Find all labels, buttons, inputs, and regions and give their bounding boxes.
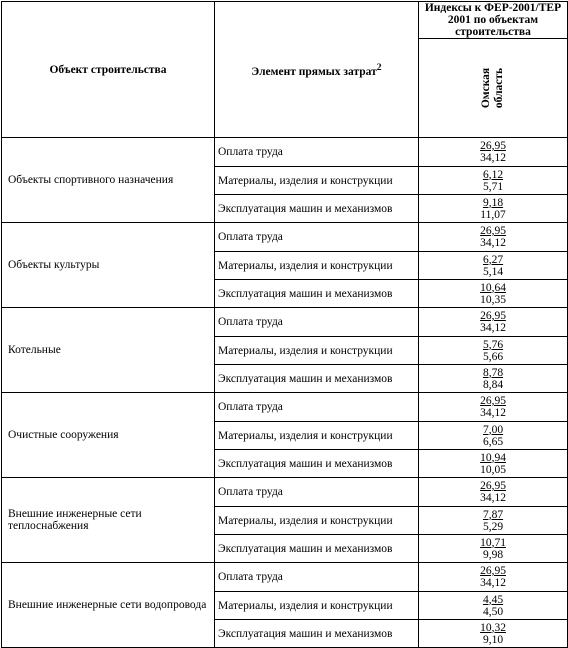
cost-element: Материалы, изделия и конструкции (215, 422, 419, 450)
index-value-fer: 6,12 (482, 168, 504, 181)
cost-element: Материалы, изделия и конструкции (215, 252, 419, 280)
index-value-fer: 7,00 (482, 423, 504, 436)
index-value-ter: 4,50 (482, 605, 504, 618)
index-value-fer: 10,94 (480, 451, 506, 464)
table-body (2, 138, 568, 648)
index-value-ter: 5,14 (482, 265, 504, 278)
index-value-ter: 8,84 (482, 378, 504, 391)
index-value-fer: 26,95 (480, 140, 506, 152)
header-indices: Индексы к ФЕР-2001/ТЕР 2001 по объектам строительства (419, 2, 568, 39)
index-value-fer: 4,45 (482, 593, 504, 606)
index-value-fer: 26,95 (480, 480, 506, 492)
object-name: Котельные (2, 308, 215, 393)
header-element (215, 2, 419, 138)
cost-element: Эксплуатация машин и механизмов (215, 450, 419, 478)
header-region: Омская область (480, 67, 505, 109)
table-row (2, 223, 568, 252)
object-name: Внешние инженерные сети теплоснабжения (2, 478, 215, 563)
index-value-cell (419, 280, 568, 308)
index-value-cell (419, 138, 568, 167)
cost-element: Материалы, изделия и конструкции (215, 507, 419, 535)
index-value-cell (419, 393, 568, 422)
index-value-fer: 8,78 (482, 366, 504, 379)
cost-element: Эксплуатация машин и механизмов (215, 280, 419, 308)
index-value-cell (419, 223, 568, 252)
table-row (2, 308, 568, 337)
table-row (2, 478, 568, 507)
index-value-cell (419, 507, 568, 535)
cost-element: Эксплуатация машин и механизмов (215, 195, 419, 223)
index-value-ter: 11,07 (480, 208, 506, 221)
object-name: Внешние инженерные сети водопровода (2, 563, 215, 648)
index-value-ter: 9,98 (482, 548, 504, 561)
index-value-cell (419, 252, 568, 280)
index-value-ter: 5,29 (482, 520, 504, 533)
index-value-cell (419, 195, 568, 223)
cost-element: Материалы, изделия и конструкции (215, 337, 419, 365)
index-value-ter: 34,12 (480, 152, 506, 164)
index-value-ter: 5,71 (482, 180, 504, 193)
cost-element: Материалы, изделия и конструкции (215, 592, 419, 620)
index-value-cell (419, 478, 568, 507)
index-value-ter: 6,65 (482, 435, 504, 448)
index-value-fer: 6,27 (482, 253, 504, 266)
table-row (2, 138, 568, 167)
index-value-ter: 5,66 (482, 350, 504, 363)
table-header (2, 2, 568, 138)
table-row (2, 563, 568, 592)
index-value-ter: 34,12 (480, 492, 506, 504)
index-value-fer: 9,18 (482, 196, 504, 209)
index-value-ter: 10,05 (480, 463, 506, 476)
index-value-cell (419, 563, 568, 592)
index-value-cell (419, 450, 568, 478)
cost-element: Оплата труда (215, 478, 419, 507)
object-name: Объекты спортивного назначения (2, 138, 215, 223)
index-value-fer: 5,76 (482, 338, 504, 351)
header-region-cell (419, 39, 568, 138)
cost-element: Эксплуатация машин и механизмов (215, 365, 419, 393)
index-value-cell (419, 620, 568, 648)
index-value-fer: 26,95 (480, 225, 506, 237)
index-value-cell (419, 422, 568, 450)
index-value-cell (419, 167, 568, 195)
index-value-ter: 9,10 (482, 633, 504, 646)
index-value-cell (419, 592, 568, 620)
index-value-ter: 34,12 (480, 407, 506, 419)
cost-element: Материалы, изделия и конструкции (215, 167, 419, 195)
indices-table (1, 1, 568, 648)
index-value-cell (419, 535, 568, 563)
cost-element: Оплата труда (215, 223, 419, 252)
index-value-fer: 10,32 (480, 621, 506, 634)
cost-element: Оплата труда (215, 563, 419, 592)
index-value-fer: 26,95 (480, 310, 506, 322)
index-value-fer: 7,87 (482, 508, 504, 521)
object-name: Очистные сооружения (2, 393, 215, 478)
cost-element: Оплата труда (215, 138, 419, 167)
cost-element: Эксплуатация машин и механизмов (215, 620, 419, 648)
index-value-ter: 34,12 (480, 237, 506, 249)
index-value-ter: 10,35 (480, 293, 506, 306)
index-value-fer: 26,95 (480, 395, 506, 407)
index-value-fer: 26,95 (480, 565, 506, 577)
index-value-fer: 10,71 (480, 536, 506, 549)
header-object: Объект строительства (2, 2, 215, 138)
index-value-cell (419, 308, 568, 337)
index-value-cell (419, 337, 568, 365)
index-value-fer: 10,64 (480, 281, 506, 294)
cost-element: Оплата труда (215, 393, 419, 422)
header-element-footnote: 2 (376, 61, 382, 73)
object-name: Объекты культуры (2, 223, 215, 308)
cost-element: Оплата труда (215, 308, 419, 337)
index-value-ter: 34,12 (480, 577, 506, 589)
cost-element: Эксплуатация машин и механизмов (215, 535, 419, 563)
index-value-cell (419, 365, 568, 393)
table-row (2, 393, 568, 422)
header-element-label: Элемент прямых затрат (251, 65, 377, 78)
index-value-ter: 34,12 (480, 322, 506, 334)
